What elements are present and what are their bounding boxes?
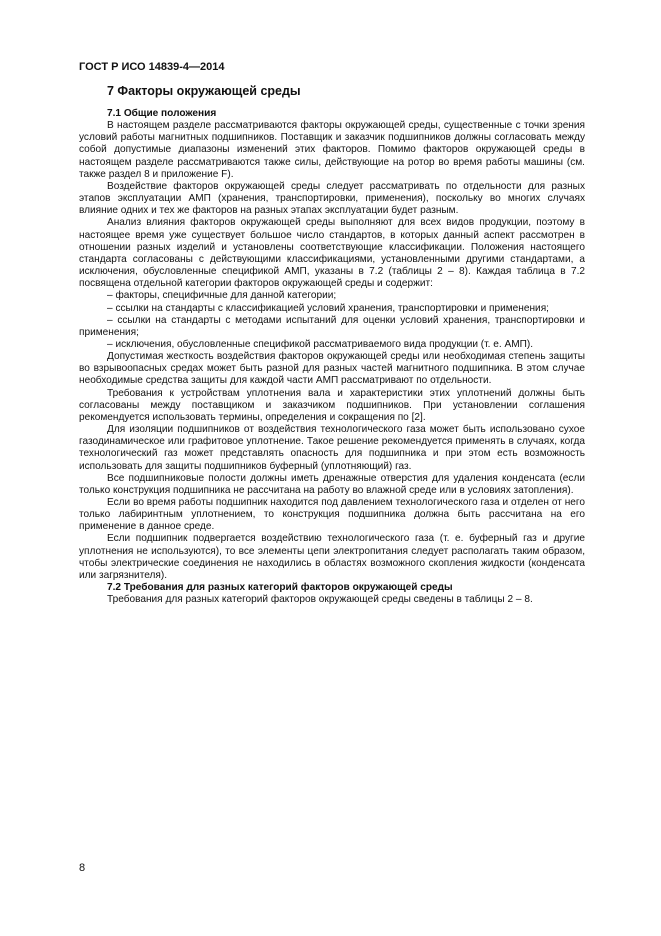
list-item (79, 339, 585, 351)
paragraph-7: Все подшипниковые полости должны иметь дренажные отверстия для удаления конденсата (если только конструкция подшипника не рассчитана на работу во влажной среде или в условиях затопления). (79, 472, 585, 496)
list-item-text: ссылки на стандарты с классификацией условий хранения, транспортировки и применения; (115, 302, 549, 314)
paragraph-10: Требования для разных категорий факторов окружающей среды сведены в таблицы 2 – 8. (107, 594, 533, 606)
list-marker: – (107, 338, 113, 350)
list-item (79, 315, 585, 339)
list-item-text: исключения, обусловленные спецификой рассматриваемого вида продукции (т. е. АМП). (115, 338, 534, 350)
list-item-text: ссылки на стандарты с методами испытаний для оценки условий хранения, транспортировки и применения; (79, 314, 585, 338)
paragraph-9: Если подшипник подвергается воздействию технологического газа (т. е. буферный газ и другие уплотнения не используются), то все элементы цепи электропитания следует располагать таким образом, чтобы электрические соединения не находились в областях возможного скопления жидкости (конденсата или загрязнителя). (79, 533, 585, 581)
list-marker: – (107, 302, 113, 314)
paragraph-6: Для изоляции подшипников от воздействия технологического газа может быть использовано сухое газодинамическое или графитовое уплотнение. Такое решение рекомендуется применять в случаях, когда технологический газ может представлять опасность для подшипника и при этом есть возможность использовать для защиты подшипников буферный (уплотняющий) газ. (79, 424, 585, 472)
paragraph-1: В настоящем разделе рассматриваются факторы окружающей среды, существенные с точки зрения условий работы магнитных подшипников. Поставщик и заказчик подшипников должны согласовать между собой допустимые диапазоны изменений этих факторов. Помимо факторов окружающей среды в настоящем разделе рассматриваются также силы, действующие на ротор во время работы машины (см. также раздел 8 и приложение F). (79, 120, 585, 180)
page-number: 8 (79, 862, 86, 874)
paragraph-3: Анализ влияния факторов окружающей среды выполняют для всех видов продукции, поэтому в настоящее время уже существует большое число стандартов, в которых данный аспект рассмотрен в отношении разных изделий и установлены соответствующие классификации. Положения настоящего стандарта согласованы с действующими классификациями, установленными другими стандартами, а исключения, обусловленные спецификой АМП, указаны в 7.2 (таблицы 2 – 8). Каждая таблица в 7.2 посвящена отдельной категории факторов окружающей среды и содержит: (79, 217, 585, 290)
standard-header: ГОСТ Р ИСО 14839-4—2014 (79, 61, 225, 73)
section-title: 7 Факторы окружающей среды (107, 84, 301, 98)
list-marker: – (107, 314, 113, 326)
paragraph-5: Требования к устройствам уплотнения вала и характеристики этих уплотнений должны быть согласованы между поставщиком и заказчиком подшипников. При установлении соглашения рекомендуется использовать термины, определения и сокращения по [2]. (79, 387, 585, 423)
list-marker: – (107, 290, 113, 302)
list-item (79, 290, 585, 302)
paragraph-2: Воздействие факторов окружающей среды следует рассматривать по отдельности для разных этапов эксплуатации АМП (хранения, транспортировки, применения), поскольку во многих случаях влияние одних и тех же факторов на разных этапах эксплуатации будет разным. (79, 180, 585, 217)
list-item-text: факторы, специфичные для данной категории; (115, 290, 337, 302)
subsection-title-7-1: 7.1 Общие положения (107, 108, 217, 119)
list-item (79, 303, 585, 315)
subsection-title-7-2: 7.2 Требования для разных категорий факторов окружающей среды (107, 582, 453, 594)
paragraph-4: Допустимая жесткость воздействия факторов окружающей среды или необходимая степень защиты во взрывоопасных средах может быть разной для разных частей магнитного подшипника. В этом случае необходимые средства защиты для каждой части АМП рассматривают по отдельности. (79, 351, 585, 387)
paragraph-8: Если во время работы подшипник находится под давлением технологического газа и отделен от него только лабиринтным уплотнением, то конструкция подшипника должна быть рассчитана на его применение в данное среде. (79, 497, 585, 533)
factor-list (79, 290, 585, 351)
section-body (79, 108, 585, 606)
